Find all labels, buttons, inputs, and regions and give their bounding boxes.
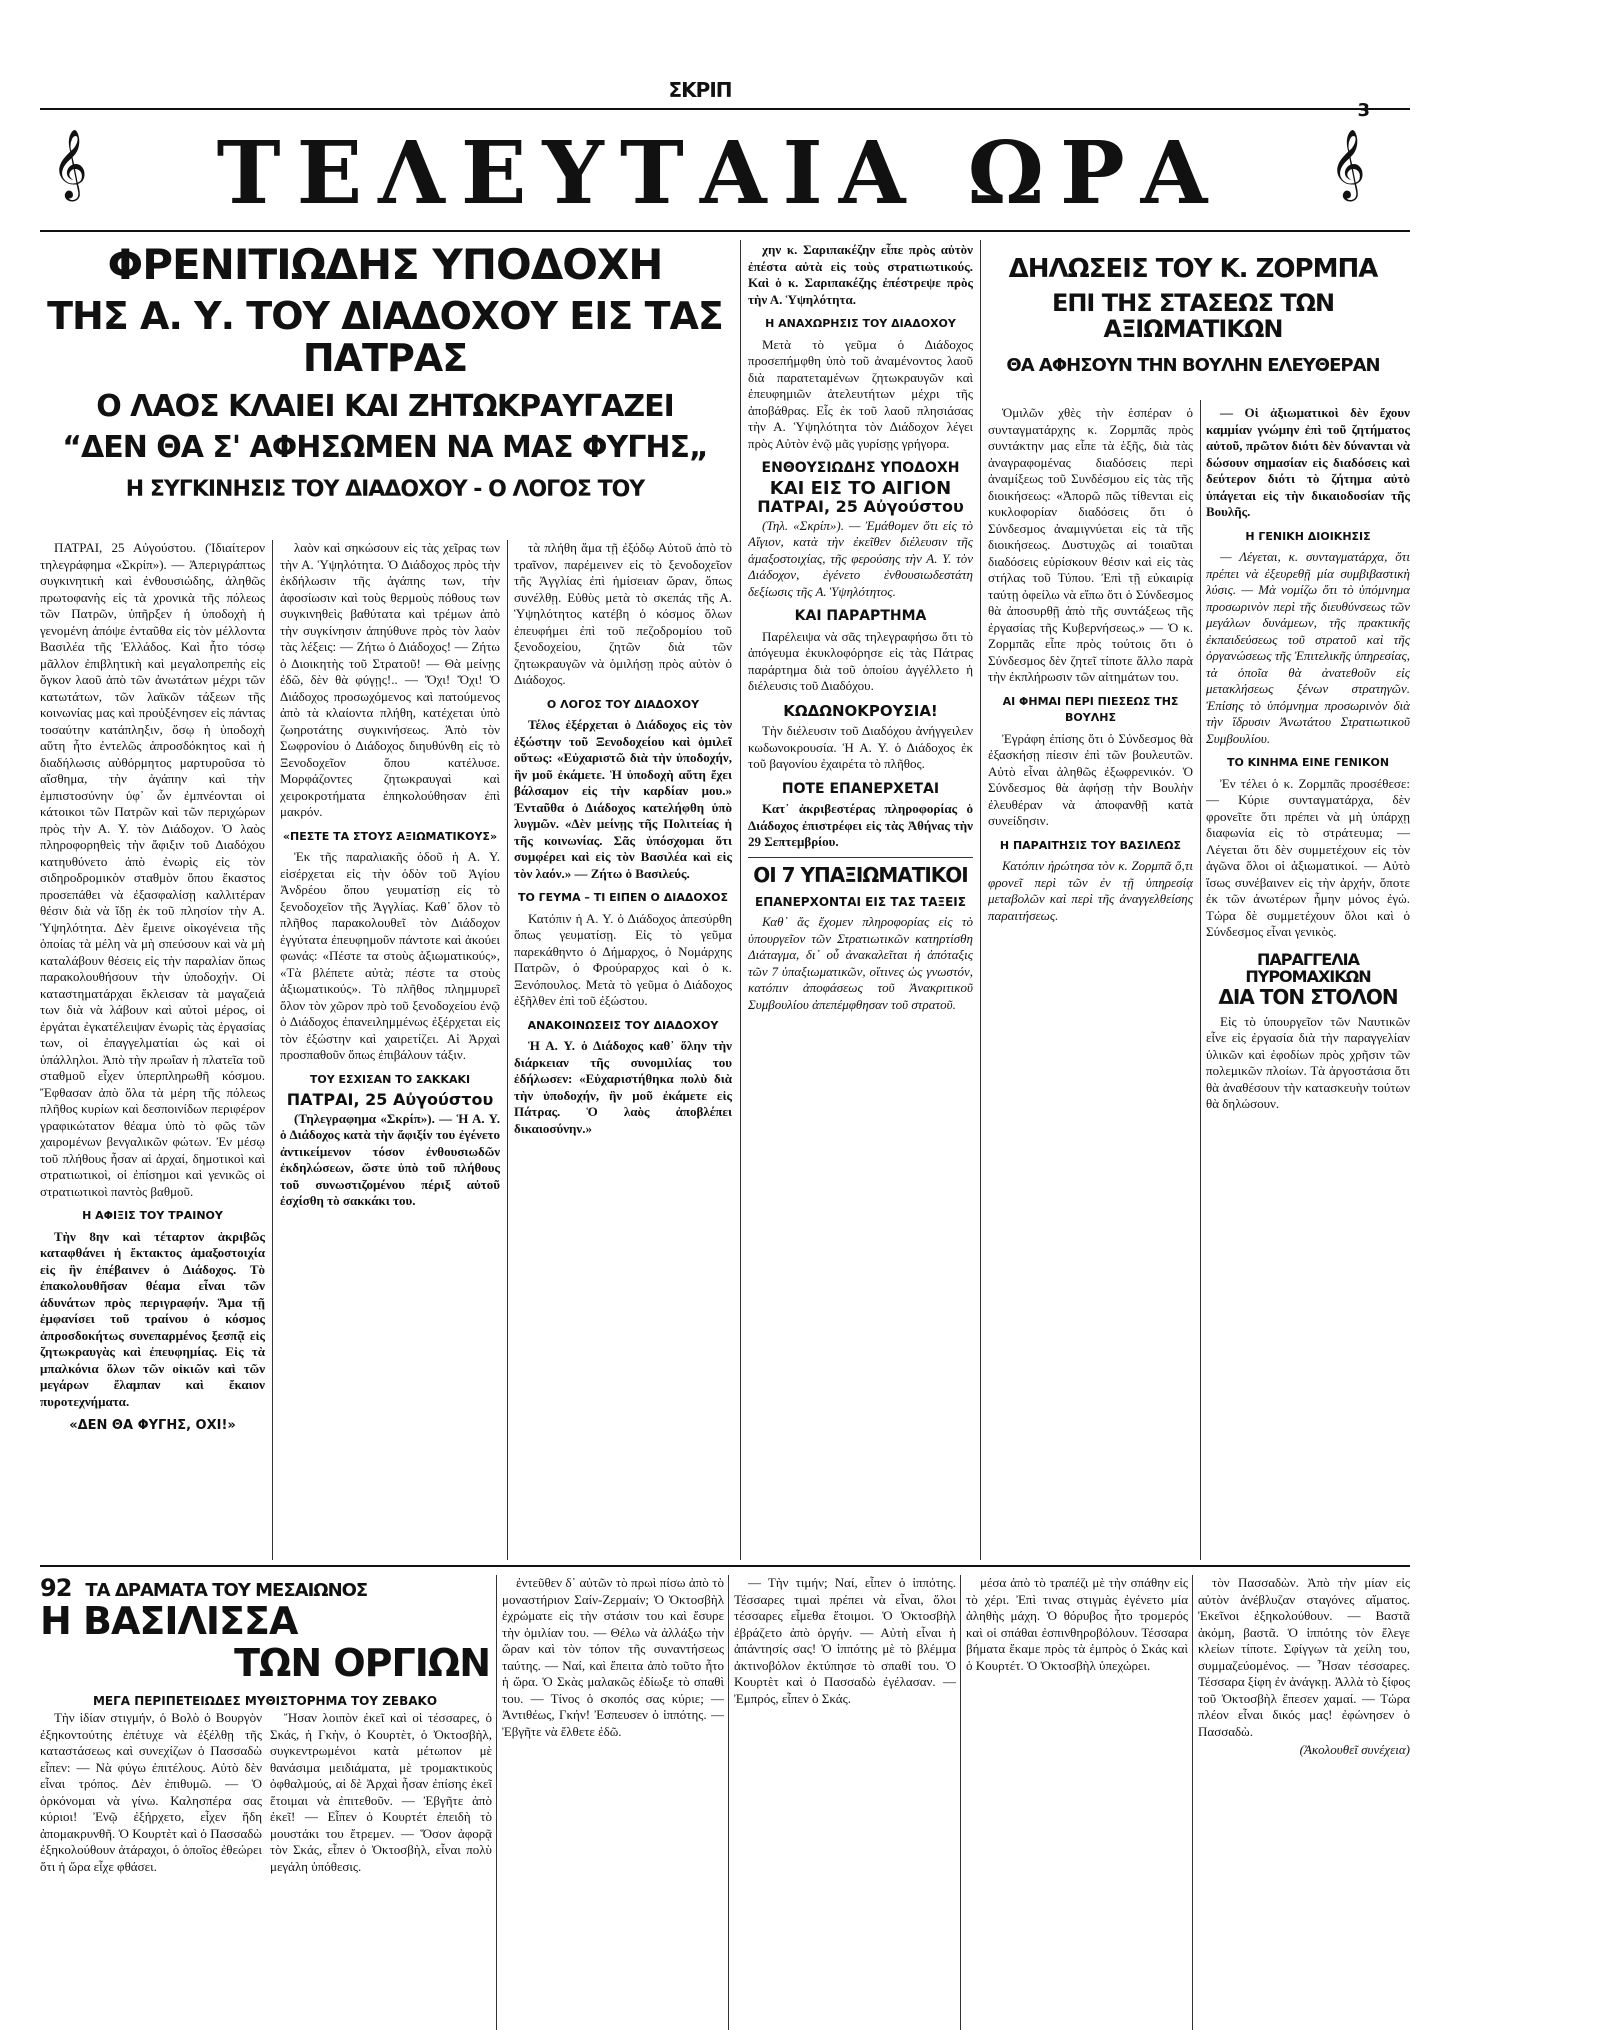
lead-paragraph: Ἐκ τῆς παραλιακῆς ὁδοῦ ἡ Α. Υ. εἰσέρχεται εἰς τὴν ὁδὸν τοῦ Ἁγίου Ἀνδρέου ὅπου γευματίσῃ εἰς τὸ ξενοδοχεῖον τῆς Ἀγγλίας. Καθ᾽ ὅλον τὸ πλῆθος παρακολουθεῖ τὸν Διάδοχον ἐγγύτατα ἐπευφημοῦν πάντοτε καὶ ἀκούει φωνάς: «Πέστε τα στοὺς ἀξιωματικούς», «Τὰ βλέπετε αὐτὰ; πέστε τα στοὺς ἀξιωματικούς». Τὸ πλῆθος πλημμυρεῖ ὅλον τὸν χῶρον πρὸ τοῦ ξενοδοχείου ἐνῷ ὁ Διάδοχος ἐπανειλημμένως ἐξέρχεται εἰς τὸν ἐξώστην καὶ χαιρετίζει. Αἱ Ἀρχαὶ προσπαθοῦν ὅπως ἐπιβάλουν τάξιν. xyxy=(280,849,500,1062)
feuilleton-headlines xyxy=(40,1575,490,1705)
middle-paragraph: Κατ᾽ ἀκριβεστέρας πληροφορίας ὁ Διάδοχος ἐπιστρέφει εἰς τὰς Ἀθήνας τὴν 29 Σεπτεμβρίου. xyxy=(748,801,973,849)
zorbas-paragraph: Κατόπιν ἠρώτησα τὸν κ. Ζορμπᾶ ὅ,τι φρονεῖ περὶ τῶν ἐν τῇ ὑπηρεσίᾳ μεταβολῶν καὶ περὶ τῆς ἀναγγελθείσης παραιτήσεως. xyxy=(988,858,1193,923)
subhead-administration: Η ΓΕΝΙΚΗ ΔΙΟΙΚΗΣΙΣ xyxy=(1245,529,1371,543)
zorbas-paragraph: — Λέγεται, κ. συνταγματάρχα, ὅτι πρέπει νὰ ἐξευρεθῇ μία συμβιβαστικὴ λύσις. — Μὰ νομίζω ὅτι τὸ ὑπόμνημα προσωρινὸν περὶ τῆς διευθύνσεως τῶν μεγάλων δυνάμεων, τῆς πρακτικῆς ἐκπαιδεύσεως τοῦ στρατοῦ καὶ τῆς ὀργανώσεως τῆς Ἐπιτελικῆς ὑπηρεσίας, τὰ ὁποῖα θὰ ἀνατεθοῦν εἰς μετακλήσεως ξένων στρατηγῶν. Ἐπίσης τὸ ὑπόμνημα προσωρινὸν διὰ τὴν ἵδρυσιν Ἀνωτάτου Στρατιωτικοῦ Συμβουλίου. xyxy=(1206,549,1410,746)
feuilleton-column-3 xyxy=(502,1575,724,2030)
feuilleton-column-4 xyxy=(734,1575,956,2030)
subhead-resignation: Η ΠΑΡΑΙΤΗΣΙΣ ΤΟΥ ΒΑΣΙΛΕΩΣ xyxy=(999,838,1182,852)
subhead-movement: ΤΟ ΚΙΝΗΜΑ ΕΙΝΕ ΓΕΝΙΚΟΝ xyxy=(1226,756,1390,769)
feuilleton-paragraph: ἐντεῦθεν δ᾽ αὐτῶν τὸ πρωὶ πίσω ἀπὸ τὸ μοναστήριον Σαίν-Ζερμαίν; Ὁ Ὀκτοσβὴλ ἐχρώματε εἰς τὴν στάσιν του καὶ ἔσυρε τὴν ὁμιλίαν του. — Θέλω νὰ ἀλλάξω τὴν ὥραν καὶ τὸν τόπον τῆς συναντήσεως ταύτης. — Ναί, καὶ ἔπειτα ἀπὸ τοῦτο ἦτο ἡ ὥρα. Ὁ Σκὰς μαλακῶς ἐδίωξε τὸ σπαθὶ του. — Τίνος ὁ σκοπός σας κύριε; — Ἀντιθέως, Γκήν! Ἐσπευσεν ὁ ἱππότης. — Ἐβγῆτε νὰ ἔλθετε ἐδῶ. xyxy=(502,1575,724,1739)
subhead-aigio: ΚΑΙ ΕΙΣ ΤΟ ΑΙΓΙΟΝ xyxy=(769,477,952,499)
feuilleton-paragraph: Ἤσαν λοιπὸν ἐκεῖ καὶ οἱ τέσσαρες, ὁ Σκάς, ἡ Γκὴν, ὁ Κουρτὲτ, ὁ Ὀκτοσβὴλ, συγκεντρωμένοι κατὰ μέτωπον μὲ θανάσιμα μειδιάματα, μὲ τρομακτικοὺς ὀφθαλμούς, αἱ δὲ Ἀρχαὶ ἦσαν ἐπίσης ἐκεῖ ἕτοιμαι νὰ ἐπιτεθοῦν. — Ἐβγῆτε ἀπὸ ἐκεῖ! — Εἶπεν ὁ Κουρτέτ ἐπειδὴ τὸ μουστάκι του ἔτρεμεν. — Ὅσον ἀφορᾷ τὸν Σκάς, εἶπεν ὁ Ὀκτοσβὴλ, εἶναι πολὺ μεγάλη ὑπόθεσις. xyxy=(270,1710,492,1874)
subhead-fleet: ΔΙΑ ΤΟΝ ΣΤΟΛΟΝ xyxy=(1218,984,1398,1009)
zorbas-title-1: ΔΗΛΩΣΕΙΣ ΤΟΥ Κ. ΖΟΡΜΠΑ xyxy=(1008,255,1378,284)
feuilleton-subtitle: ΜΕΓΑ ΠΕΡΙΠΕΤΕΙΩΔΕΣ ΜΥΘΙΣΤΟΡΗΜΑ ΤΟΥ ΖΕΒΑΚΟ xyxy=(92,1693,438,1705)
lead-title-2: ΤΗΣ Α. Υ. ΤΟΥ ΔΙΑΔΟΧΟΥ ΕΙΣ ΤΑΣ ΠΑΤΡΑΣ xyxy=(47,294,723,380)
newspaper-page xyxy=(40,70,1410,2030)
middle-paragraph: Μετὰ τὸ γεῦμα ὁ Διάδοχος προσεπήμφθη ὑπὸ τοῦ ἀναμένοντος λαοῦ διὰ παρατεταμένων ζητωκραυγῶν καὶ ἐπευφημιῶν ἀτελευτήτων μέχρι τῆς ἀποβάθρας. Εἷς ἐκ τοῦ λαοῦ πλησιάσας τὴν Α. Ὑψηλότητα τὸν Διάδοχον λέγει πρὸς Αὐτὸν ἐνῷ μᾶς γυρίσῃς γρήγορα. xyxy=(748,336,973,451)
zorbas-title-2: ΕΠΙ ΤΗΣ ΣΤΑΣΕΩΣ ΤΩΝ ΑΞΙΩΜΑΤΙΚΩΝ xyxy=(1051,288,1335,343)
feuilleton-rule xyxy=(40,1565,1410,1567)
subhead-speech: Ο ΛΟΓΟΣ ΤΟΥ ΔΙΑΔΟΧΟΥ xyxy=(546,697,700,711)
lead-column-2 xyxy=(280,540,500,1560)
banner-rule xyxy=(40,230,1410,232)
lead-paragraph: λαὸν καὶ σηκώσουν εἰς τὰς χεῖρας των τὴν Α. Ὑψηλότητα. Ὁ Διάδοχος πρὸς τὴν ἐκδήλωσιν τῆς ἀγάπης των, τὴν ἀφοσίωσιν καὶ τοὺς θερμοὺς πόθους των συγκινηθεὶς βαθύτατα καὶ τρέμων ἀπὸ τὴν συγκίνησιν ἀπηύθυνε πρὸς τὸν λαὸν τὰς λέξεις: — Ζήτω ὁ Διάδοχος! — Ζήτω ὁ Διοικητὴς τοῦ Στρατοῦ! — Θὰ μείνῃς ἐδῶ, δὲν θὰ φύγῃς!.. — Ὄχι! Ὄχι! Ὁ Διάδοχος προσωχόμενος καὶ πατούμενος ἀπὸ τὰ κλαίοντα πλήθη, κατέχεται ὑπὸ ζωηροτάτης συγκινήσεως. Ἀπὸ τὸν Σωφρονίου ὁ Διάδοχος διηυθύνθη εἰς τὸ Ξενοδοχεῖον ὅπου κατέλυσε. Μορφάζοντες ζητωκραυγαὶ καὶ χειροκροτήματα ἐπηκολούθησαν ἐπὶ μακρόν. xyxy=(280,540,500,819)
subhead-enthusiastic: ΕΝΘΟΥΣΙΩΔΗΣ ΥΠΟΔΟΧΗ xyxy=(761,460,960,476)
right-music-ornament: 𝄞 xyxy=(1330,129,1366,199)
subhead-shout: «ΔΕΝ ΘΑ ΦΥΓΗΣ, ΟΧΙ!» xyxy=(69,1418,236,1433)
middle-paragraph: (Τηλ. «Σκρίπ»). — Ἐμάθομεν ὅτι εἰς τὸ Αἴγιον, κατὰ τὴν ἐκεῖθεν διέλευσιν τῆς ἁμαξοστοιχίας, τῆς φερούσης τὴν Α. Υ. τὸν Διάδοχον, ἐγένετο ἐνθουσιωδεστάτη δεξίωσις τῆς Α. Ὑψηλότητος. xyxy=(748,517,973,599)
subhead-dinner: ΤΟ ΓΕΥΜΑ – ΤΙ ΕΙΠΕΝ Ο ΔΙΑΔΟΧΟΣ xyxy=(517,891,729,904)
dateline: ΠΑΤΡΑΙ, 25 Αὐγούστου xyxy=(757,497,964,516)
lead-paragraph-bold: (Τηλεγραφημα «Σκρίπ»). — Ἡ Α. Υ. ὁ Διάδοχος κατὰ τὴν ἄφιξίν του ἐγένετο ἀντικείμενον τόσον ἐνθουσιωδῶν ἐκδηλώσεων, ὥστε ὑπὸ τοῦ πλήθους τοῦ συνωστιζομένου πέριξ αὐτοῦ ἐσχίσθη τὸ σακκάκι του. xyxy=(280,1110,500,1208)
middle-paragraph: Παρέλειψα νὰ σᾶς τηλεγραφήσω ὅτι τὸ ἀπόγευμα ἐκυκλοφόρησε εἰς τὰς Πάτρας παράρτημα διὰ τοῦ ὁποίου ἀγγέλλετο ἡ διέλευσις τοῦ Διαδόχου. xyxy=(748,628,973,693)
top-rule xyxy=(40,108,1410,110)
subhead-officers: «ΠΕΣΤΕ ΤΑ ΣΤΟΥΣ ΑΞΙΩΜΑΤΙΚΟΥΣ» xyxy=(282,829,498,843)
subhead-seven-nco-2: ΕΠΑΝΕΡΧΟΝΤΑΙ ΕΙΣ ΤΑΣ ΤΑΞΕΙΣ xyxy=(755,894,966,909)
lead-paragraph: Κατόπιν ἡ Α. Υ. ὁ Διάδοχος ἀπεσύρθη ὅπως γευματίσῃ. Εἰς τὸ γεῦμα παρεκάθηντο ὁ Δήμαρχος, ὁ Νομάρχης Πατρῶν, ὁ Φρούραρχος καὶ ὁ κ. Ξενόπουλος. Μετὰ τὸ γεῦμα ὁ Διάδοχος ἐξῆλθεν ἐπὶ τοῦ ἐξώστου. xyxy=(514,910,732,1008)
middle-paragraph: Καθ᾽ ἅς ἔχομεν πληροφορίας εἰς τὸ ὑπουργεῖον τῶν Στρατιωτικῶν κατηρτίσθη Διάταγμα, δι᾽ οὗ ἀνακαλεῖται ἡ ἀπόταξις τῶν 7 ὑπαξιωματικῶν, οἵτινες ὡς γνωστόν, κατόπιν ἀποφάσεως τοῦ Ἀνακριτικοῦ Συμβουλίου ἀπεπέμφθησαν τοῦ στρατοῦ. xyxy=(748,914,973,1012)
lead-paragraph-bold: Τέλος ἐξέρχεται ὁ Διάδοχος εἰς τὸν ἐξώστην τοῦ Ξενοδοχείου καὶ ὁμιλεῖ οὕτως: «Εὐχαριστῶ διὰ τὴν ὑποδοχήν, ἣν μοῦ ἐκάμετε. Ἡ ὑποδοχὴ αὕτη ἔχει βάλσαμον εἰς τὴν καρδίαν μου.» Ἐνταῦθα ὁ Διάδοχος κατελήφθη ὑπὸ λυγμῶν. «Δὲν μείνῃς τῆς Πολιτείας ἡ τῆς κοινωνίας. Σᾶς ὑπόσχομαι ὅτι συμφέρει καὶ εἰς τὸν Βασιλέα καὶ εἰς τὸν λαόν.» — Ζήτω ὁ Βασιλεύς. xyxy=(514,717,732,881)
subhead-bells: ΚΩΔΩΝΟΚΡΟΥΣΙΑ! xyxy=(783,701,938,720)
feuilleton-title-1: Η ΒΑΣΙΛΙΣΣΑ xyxy=(40,1599,298,1644)
lead-paragraph-bold: Ἡ Α. Υ. ὁ Διάδοχος καθ᾽ ὅλην τὴν διάρκειαν τῆς συνομιλίας του ἐδήλωσεν: «Εὐχαριστήθηκα πολὺ διὰ τὴν ὑποδοχήν, ἣν μοῦ ἐκάμετε εἰς Πάτρας. Ὁ λαὸς ἀποβλέπει δικαιοσύνην.» xyxy=(514,1038,732,1136)
feuilleton-column-2 xyxy=(270,1710,492,2030)
zorbas-paragraph: Εἰς τὸ ὑπουργεῖον τῶν Ναυτικῶν εἶνε εἰς ἐργασία διὰ τὴν παραγγελίαν ὑλικῶν καὶ ἐφοδίων πρὸς χρῆσιν τῶν πολεμικῶν πλοίων. Τὰ ἀργοστάσια ὅτι θὰ ἀναθέσουν τὴν κατασκευὴν τούτων θὰ δηλώσουν. xyxy=(1206,1013,1410,1112)
zorbas-column-1 xyxy=(988,405,1193,1560)
lead-title-4: “ΔΕΝ ΘΑ Σ' ΑΦΗΣΩΜΕΝ ΝΑ ΜΑΣ ΦΥΓΗΣ„ xyxy=(62,429,708,465)
lead-title-5: Η ΣΥΓΚΙΝΗΣΙΣ ΤΟΥ ΔΙΑΔΟΧΟΥ - Ο ΛΟΓΟΣ ΤΟΥ xyxy=(125,476,645,502)
zorbas-paragraph: Ὁμιλῶν χθὲς τὴν ἑσπέραν ὁ συνταγματάρχης κ. Ζορμπᾶς πρὸς συντάκτην μας εἶπε τὰ ἑξῆς, διὰ τὰς ἀναγραφομένας διαδόσεις περὶ ἀναμίξεως τοῦ Συνδέσμου εἰς τὰς τῆς διοικήσεως: «Ἀπορῶ πῶς τίθενται εἰς κυκλοφορίαν διαδόσεις ὅτι ὁ Σύνδεσμος ἀναμιγνύεται εἰς τὰ τῆς διοικήσεως. Δυστυχῶς αἱ τοιαῦται διαδόσεις εὑρίσκουν θέσιν καὶ εἰς τὰς στήλας τοῦ Τύπου. Ἐπὶ τῇ εὐκαιρίᾳ ταύτῃ ὀφείλω νὰ εἴπω ὅτι ὁ Σύνδεσμος θὰ ἀποσυρθῇ ἀπὸ τῆς συντάξεως τῆς ἐργασίας τῆς Κυβερνήσεως.» — Ὁ κ. Ζορμπᾶς εἶπε πρὸς τούτοις ὅτι ὁ Σύνδεσμος δὲν ζητεῖ τίποτε ἄλλο παρὰ τὴν ἐκπλήρωσιν τῶν αἰτημάτων του. xyxy=(988,405,1193,684)
lead-column-1 xyxy=(40,540,265,1560)
lead-title-1: ΦΡΕΝΙΤΙΩΔΗΣ ΥΠΟΔΟΧΗ xyxy=(107,242,663,289)
subhead-supplement: ΚΑΙ ΠΑΡΑΡΤΗΜΑ xyxy=(794,608,927,624)
subhead-return: ΠΟΤΕ ΕΠΑΝΕΡΧΕΤΑΙ xyxy=(781,780,940,797)
subhead-ammunition: ΠΑΡΑΓΓΕΛΙΑ ΠΥΡΟΜΑΧΙΚΩΝ xyxy=(1245,949,1371,987)
feuilleton-title-2: ΤΩΝ ΟΡΓΙΩΝ xyxy=(234,1641,490,1686)
feuilleton-column-1 xyxy=(40,1710,262,2030)
middle-paragraph: χην κ. Σαριπακέζην εἶπε πρὸς αὐτὸν ἐπέστα αὐτὰ εἰς τοὺς στρατιωτικούς. Καὶ ὁ κ. Σαριπακέζης ἐπέστρεψε πρὸς τὴν Α. Ὑψηλότητα. xyxy=(748,242,973,307)
zorbas-headlines xyxy=(988,255,1398,405)
zorbas-paragraph: — Οἱ ἀξιωματικοὶ δὲν ἔχουν καμμίαν γνώμην ἐπὶ τοῦ ζητήματος αὐτοῦ, πρῶτον διότι δὲν δύνανται νὰ δώσουν σημασίαν εἰς διαδόσεις καὶ δεύτερον διότι τὸ ζήτημα αὐτὸ ὑπάγεται εἰς τὴν δικαιοδοσίαν τῆς Βουλῆς. xyxy=(1206,405,1410,519)
lead-paragraph: ΠΑΤΡΑΙ, 25 Αὐγούστου. (Ἰδιαίτερον τηλεγράφημα «Σκρίπ»). — Ἀπεριγράπτως συγκινητικὴ καὶ ἐνθουσιώδης, ἀληθῶς πρωτοφανὴς εἰς τὰ χρονικὰ τῆς πόλεως τῶν Πατρῶν, ὑπῆρξεν ἡ ὑποδοχὴ ἡ γενομένη ἀπόψε ἐνταῦθα εἰς τὸν μέλλοντα Βασιλέα τῆς Ἑλλάδος. Καὶ ἦτο τόσῳ μᾶλλον ἐπιβλητικὴ καὶ μεγαλοπρεπὴς εἰς ὄγκον λαοῦ ἀπὸ τῶν ἀνωτάτων μέχρι τῶν κατωτάτων, τῶν λαϊκῶν τάξεων τῆς κοινωνίας μας καὶ προὐξένησεν εἰς πάντας τοσαύτην κατάπληξιν, ὅσῳ ἡ ὑποδοχὴ αὕτη ἦτο ἐντελῶς ἀπροσδόκητος καὶ ἡ διαδήλωσις αὐθόρμητος μαρτυροῦσα τὸ αἴσθημα, τὴν ἀγάπην καὶ τὴν ἐμπιστοσύνην ὑφ᾽ ὧν ἐμπνέονται οἱ κάτοικοι τῶν Πατρῶν καὶ τῶν περιχώρων πρὸς τὴν Α. Υ. τὸν Διάδοχον. Ὁ λαὸς πληροφορηθεὶς τὴν ἄφιξιν τοῦ Διαδόχου κατηυθύνετο ἀπὸ ἐνωρὶς εἰς τὸν σιδηροδρομικὸν σταθμὸν ὅπου ἕκαστος προσεπάθει νὰ ἐξασφαλίσῃ καλλιτέραν θέσιν διὰ νὰ ἴδῃ ἐκ τοῦ πλησίον τὴν Α. Ὑψηλότητα. Δὲν ἔμεινε οἰκογένεια τῆς ὁποίας τὰ μέλη νὰ μὴ σπεύσουν καὶ νὰ μὴ καταλάβουν θέσεις εἰς τὴν παραλίαν ὅπως παρακολουθήσουν τὴν ὑποδοχήν. Οἱ καταστηματάρχαι ἔκλεισαν τὰ μαγαζειά των διὰ νὰ λάβουν καὶ αὐτοὶ μέρος, οἱ ἐργάται ἐγκατέλειψαν ἐνωρὶς τὰς ἐργασίας των, οἱ ἐπαγγελματίαι ὡς καὶ οἱ ὑπάλληλοι. Ἀπὸ τὴν πρωΐαν ἡ πλατεῖα τοῦ σταθμοῦ εἶχεν ὑπερπληρωθῆ κόσμου. Ἔφθασαν ἀπὸ ὅλα τὰ μέρη τῆς πόλεως πλῆθος κυρίων καὶ δεσποινίδων περιφέρον γραφικώτατον θέαμα ὑπὸ τὸ φῶς τῶν χαιρομένων βενγαλικῶν φώτων. Ἐν μέσῳ τοῦ πλήθους ἦσαν αἱ ἀρχαί, δημοτικοὶ καὶ στρατιωτικοὶ, οἱ ἐπίσημοι καὶ γενικῶς οἱ στρατιωτικοὶ παντὸς βαθμοῦ. xyxy=(40,540,265,1199)
lead-column-3 xyxy=(514,540,732,1560)
subhead-announcements: ΑΝΑΚΟΙΝΩΣΕΙΣ ΤΟΥ ΔΙΑΔΟΧΟΥ xyxy=(527,1018,719,1032)
left-music-ornament: 𝄞 xyxy=(52,129,88,199)
feuilleton-series: ΤΑ ΔΡΑΜΑΤΑ ΤΟΥ ΜΕΣΑΙΩΝΟΣ xyxy=(85,1580,368,1601)
zorbas-paragraph: Ἐγράφη ἐπίσης ὅτι ὁ Σύνδεσμος θὰ ἐξασκήσῃ πίεσιν ἐπὶ τῶν βουλευτῶν. Αὐτὸ εἶναι ἀληθῶς ἐξωφρενικόν. Ὁ Σύνδεσμος θὰ ἀφήσῃ τὴν Βουλὴν ἐλευθέραν νὰ ἀποφανθῇ κατὰ συνείδησιν. xyxy=(988,730,1193,828)
feuilleton-number: 92 xyxy=(40,1575,72,1602)
subhead-departure: Η ΑΝΑΧΩΡΗΣΙΣ ΤΟΥ ΔΙΑΔΟΧΟΥ xyxy=(765,317,956,330)
lead-title-3: Ο ΛΑΟΣ ΚΛΑΙΕΙ ΚΑΙ ΖΗΤΩΚΡΑΥΓΑΖΕΙ xyxy=(96,388,674,424)
continued-note: (Ἀκολουθεῖ συνέχεια) xyxy=(1299,1742,1410,1757)
subhead-jacket: ΤΟΥ ΕΣΧΙΣΑΝ ΤΟ ΣΑΚΚΑΚΙ xyxy=(309,1072,471,1086)
subhead-seven-nco: ΟΙ 7 ΥΠΑΞΙΩΜΑΤΙΚΟΙ xyxy=(753,862,968,887)
middle-paragraph: Τὴν διέλευσιν τοῦ Διαδόχου ἀνήγγειλεν κωδωνοκρουσία. Ἡ Α. Υ. ὁ Διάδοχος ἐκ τοῦ βαγονίου ἐχαιρέτα τὸ πλῆθος. xyxy=(748,723,973,771)
lead-headlines xyxy=(40,242,730,542)
page-number: 3 xyxy=(1357,100,1370,121)
subhead-train-arrival: Η ΑΦΙΞΙΣ ΤΟΥ ΤΡΑΙΝΟΥ xyxy=(82,1209,223,1222)
feuilleton-paragraph: Τὴν ἰδίαν στιγμήν, ὁ Βολὸ ὁ Βουργὸν ἐξηκοντούτης ἐπέτυχε νὰ ἐξέλθῃ τῆς καταστάσεως καὶ συνεχίζων ὁ Πασσαδὼ εἶπεν: — Νὰ φύγω ἐπιτέλους. Αὐτὸ δὲν εἶναι τρόπος. Δὲν ἐπιθυμῶ. — Ὁ ὁρκόνομαι νὰ γίνω. Καλησπέρα σας κύριοι! Ἐνῷ ἐξήρχετο, εἶχεν ἤδη ἀπομακρυνθῆ. Ὁ Κουρτὲτ καὶ ὁ Πασσαδὼ ἐξηκολούθουν ἀτάραχοι, ὁ ὁποῖος ἐθεώρει ὅτι ἡ ὥρα εἶχε φθάσει. xyxy=(40,1710,262,1874)
subhead-parliament: ΑΙ ΦΗΜΑΙ ΠΕΡΙ ΠΙΕΣΕΩΣ ΤΗΣ ΒΟΥΛΗΣ xyxy=(1002,694,1179,724)
section-banner: ΤΕΛΕΥΤΑΙΑ ΩΡΑ xyxy=(216,123,1224,224)
zorbas-paragraph: Ἐν τέλει ὁ κ. Ζορμπᾶς προσέθεσε: — Κύριε συνταγματάρχα, δὲν φρονεῖτε ὅτι πρέπει νὰ μὴ ὑπάρχῃ διαφωνία εἰς τὸ στράτευμα; — Λέγεται ὅτι δὲν συμμετέχουν εἰς τὸν ἀγῶνα ὅλοι οἱ ἀξιωματικοί. — Αὐτὸ ἴσως συνέβαινεν εἰς τὴν ἀρχήν, ὅποτε ἐκ τῶν ἀνωτέρων ἦμην μόνος ἐγώ. Τώρα δὲ συμμετέχουν ὅλοι καὶ ὁ Σύνδεσμος εἶναι γενικὸς. xyxy=(1206,775,1410,939)
feuilleton-column-5 xyxy=(966,1575,1188,2030)
lead-paragraph-bold: Τὴν 8ην καὶ τέταρτον ἀκριβῶς καταφθάνει ἡ ἔκτακτος ἁμαξοστοιχία εἰς ἣν ἐπέβαινεν ὁ Διάδοχος. Τὸ ἐπακολουθῆσαν θέαμα εἶναι τῶν ἀδυνάτων πρὸς περιγραφήν. Ἅμα τῇ ἐμφανίσει τοῦ τραίνου ὁ κόσμος ἀπροσδοκήτως συνεπαρμένος ξεσπᾷ εἰς ζητωκραυγὰς καὶ ἐπευφημίας. Εἰς τὰ μπαλκόνια ὅλων τῶν οἰκιῶν καὶ τῶν μεγάρων ἔλαμπαν καὶ ἔκαιον πυροτεχνήματα. xyxy=(40,1228,265,1409)
masthead: ΣΚΡΙΠ xyxy=(668,78,732,102)
lead-paragraph: τὰ πλήθη ἅμα τῇ ἐξόδῳ Αὐτοῦ ἀπὸ τὸ τραῖνον, παρέμεινεν εἰς τὸ ξενοδοχεῖον τῆς Ἀγγλίας ἐπὶ ἡμίσειαν ὥραν, ὅπως συνέλθῃ. Εὐθὺς μετὰ τὸ σκεπάς τῆς Α. Ὑψηλότητος κατέβη ὁ κόσμος ὅλων ἐπευφήμει ἐπὶ τοῦ πεζοδρομίου τοῦ ξενοδοχείου, ζητῶν διὰ τῶν ζητωκραυγῶν νὰ ὁμιλήσῃ πρὸς αὐτὸν ὁ Διάδοχος. xyxy=(514,540,732,687)
zorbas-title-3: ΘΑ ΑΦΗΣΟΥΝ ΤΗΝ ΒΟΥΛΗΝ ΕΛΕΥΘΕΡΑΝ xyxy=(1006,355,1380,377)
zorbas-column-2 xyxy=(1206,405,1410,1560)
dateline: ΠΑΤΡΑΙ, 25 Αὐγούστου xyxy=(286,1090,494,1109)
middle-column xyxy=(748,242,973,1560)
feuilleton-paragraph: μέσα ἀπὸ τὸ τραπέζι μὲ τὴν σπάθην εἰς τὸ χέρι. Ἐπὶ τινας στιγμὰς ἐγένετο μία ἀληθὴς μάχη. Ὁ θόρυβος ἦτο τρομερός καὶ οἱ σπάθαι ἐσπινθηροβόλουν. Τέσσαρα βήματα ἔκαμε πρὸς τὰ ἐμπρὸς ὁ Σκάς καὶ ὁ Κουρτέτ. Ὁ Ὀκτοσβὴλ ὑπεχώρει. xyxy=(966,1575,1188,1673)
feuilleton-paragraph: τὸν Πασσαδὼν. Ἀπὸ τὴν μίαν εἰς αὐτὸν ἀνέβλυζαν σταγόνες αἵματος. Ἐκεῖνοι ἐξηκολούθουν. — Βαστᾶ ἀκόμη, βαστᾶ. Ὁ ἱππότης τὸν ἔλεγε κλείων τίποτε. Σφίγγων τὰ χείλη του, συμμαζεύομένος. — Ἦσαν τέσσαρες. Τέσσαρα ξίφη ἐν ἀνάγκῃ. Ἀλλὰ τὸ ξίφος τοῦ Ὀκτοσβὴλ ἔπεσεν χαμαί. — Τώρα πλέον εἶναι δικός μας! ἐφώνησεν ὁ Πασσαδὼ. xyxy=(1198,1575,1410,1739)
feuilleton-paragraph: — Τὴν τιμήν; Ναί, εἶπεν ὁ ἱππότης. Τέσσαρες τιμαὶ πρέπει νὰ εἶναι, ὅλοι τέσσαρες εἶμεθα ἕτοιμοι. Ὁ Ὀκτοσβὴλ ἐβράζετο ἀπὸ ὀργήν. — Αὐτὴ εἶναι ἡ ἀπάντησίς σας! Ὁ ἱππότης μὲ τὸ βλέμμα ἀκτινοβόλον ἐκτύπησε τὸ σπαθί του. Ὁ Κουρτὲτ καὶ ὁ Πασσαδὼ ἐγέλασαν. — Ἐμπρός, εἶπεν ὁ Σκάς. xyxy=(734,1575,956,1706)
feuilleton-column-6 xyxy=(1198,1575,1410,2030)
